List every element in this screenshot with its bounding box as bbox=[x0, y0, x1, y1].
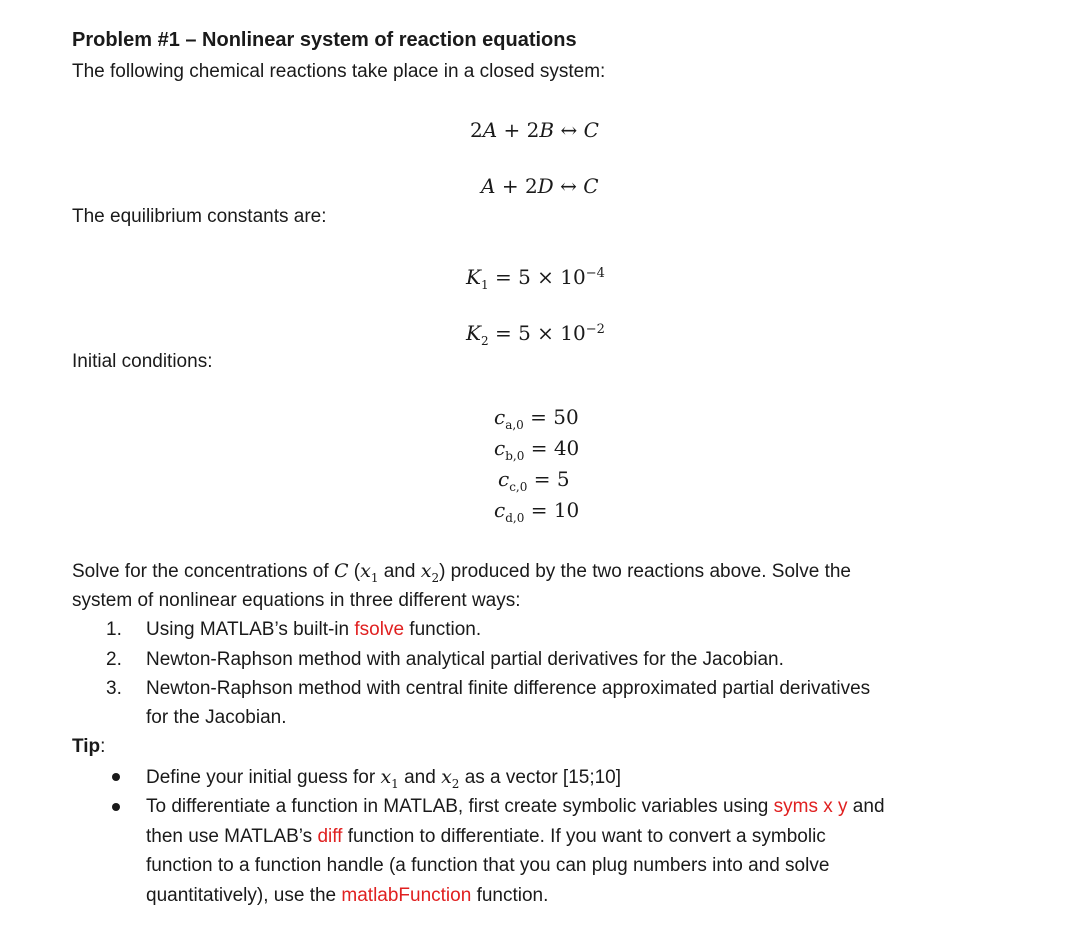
constant-k2: $K_2 = 5 \times 10^{-2}$ bbox=[466, 321, 605, 348]
tip-bullet-1: Define your initial guess for $x_1$ and $x_2$ as a vector [15;10] bbox=[146, 766, 622, 791]
method-1-number: 1. bbox=[106, 619, 122, 640]
fsolve-code: fsolve bbox=[354, 619, 405, 640]
initial-label: Initial conditions: bbox=[72, 351, 213, 372]
solve-paragraph-line-2: system of nonlinear equations in three different ways: bbox=[72, 590, 521, 611]
method-3-number: 3. bbox=[106, 678, 122, 699]
initial-cb0: $c_{b,0} = 40$ bbox=[494, 436, 580, 463]
method-2-number: 2. bbox=[106, 649, 122, 670]
tip-bullet-2-line-3: function to a function handle (a function that you can plug numbers into and solve bbox=[146, 855, 830, 876]
syms-code: syms x y bbox=[773, 796, 848, 817]
initial-ca0: $c_{a,0} = 50$ bbox=[494, 405, 579, 432]
constant-k1: $K_1 = 5 \times 10^{-4}$ bbox=[466, 265, 605, 292]
bullet-2 bbox=[112, 803, 120, 811]
tip-bullet-2-line-1: To differentiate a function in MATLAB, first create symbolic variables using syms x y and bbox=[146, 796, 885, 817]
problem-intro: The following chemical reactions take place in a closed system: bbox=[72, 61, 606, 82]
diff-code: diff bbox=[317, 826, 343, 847]
method-3-line-2: for the Jacobian. bbox=[146, 707, 287, 728]
constants-label: The equilibrium constants are: bbox=[72, 206, 327, 227]
method-1: Using MATLAB’s built-in fsolve function. bbox=[146, 619, 482, 640]
tip-heading: Tip: bbox=[72, 736, 106, 757]
reaction-2: A + 2D ↔ C bbox=[481, 174, 599, 198]
initial-cc0: $c_{c,0} = 5$ bbox=[498, 467, 570, 494]
method-3-line-1: Newton-Raphson method with central finite difference approximated partial derivatives bbox=[146, 678, 871, 699]
tip-bullet-2-line-2: then use MATLAB’s diff function to differentiate. If you want to convert a symbolic bbox=[146, 826, 826, 847]
problem-title: Problem #1 – Nonlinear system of reaction equations bbox=[72, 29, 577, 51]
tip-bullet-2-line-4: quantitatively), use the matlabFunction function. bbox=[146, 885, 549, 906]
reaction-1: 2A + 2B ↔ C bbox=[470, 118, 599, 142]
matlabfunction-code: matlabFunction bbox=[341, 885, 472, 906]
solve-paragraph-line-1: Solve for the concentrations of C ($x_1$ and $x_2$) produced by the two reactions above. Solve the bbox=[72, 560, 851, 585]
initial-cd0: $c_{d,0} = 10$ bbox=[494, 498, 580, 525]
bullet-1 bbox=[112, 773, 120, 781]
method-2: Newton-Raphson method with analytical partial derivatives for the Jacobian. bbox=[146, 649, 784, 670]
